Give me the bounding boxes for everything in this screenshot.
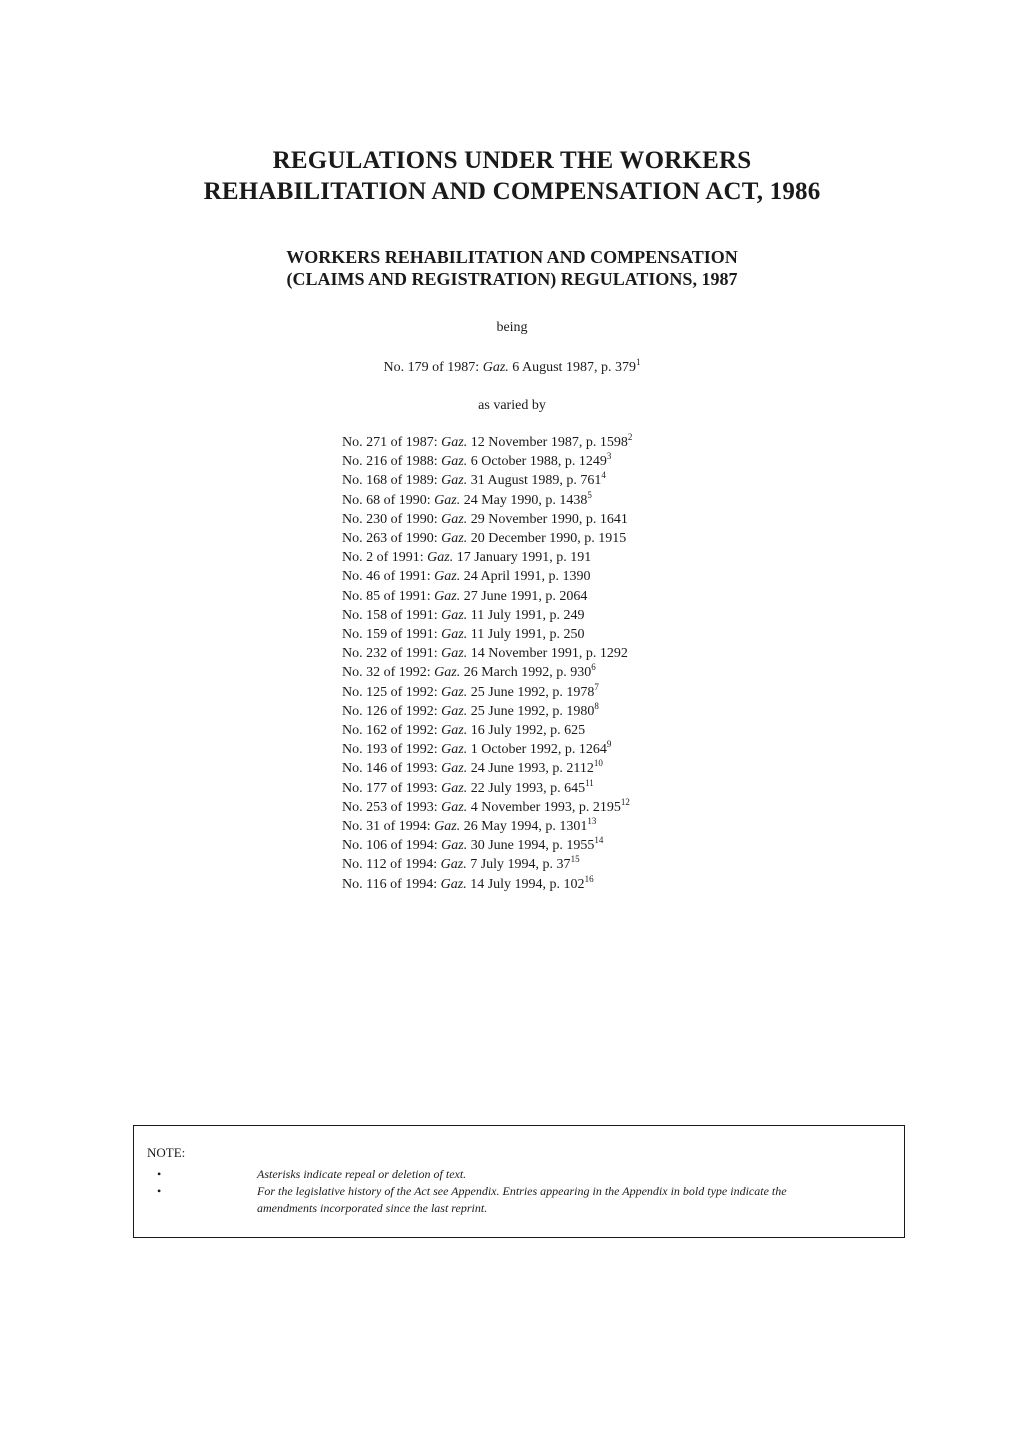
amendment-row: [342, 836, 632, 855]
amendment-gazette: Gaz.: [441, 684, 468, 700]
amendment-number: No. 85 of 1991:: [342, 588, 435, 604]
note-box: [133, 1125, 905, 1238]
amendment-footnote: 14: [594, 835, 604, 846]
amendment-gazette: Gaz.: [441, 780, 468, 796]
amendment-number: No. 159 of 1991:: [342, 627, 442, 643]
subtitle-line-2: (CLAIMS AND REGISTRATION) REGULATIONS, 1987: [286, 269, 738, 289]
amendment-number: No. 46 of 1991:: [342, 569, 435, 585]
amendment-number: No. 116 of 1994:: [342, 876, 441, 892]
amendment-footnote: 5: [587, 489, 592, 500]
amendment-list: [342, 433, 632, 894]
amendment-date-page: 14 July 1994, p. 102: [466, 876, 585, 892]
amendment-gazette: Gaz.: [441, 742, 468, 758]
amendment-row: [342, 567, 632, 586]
amendment-date-page: 31 August 1989, p. 761: [467, 473, 602, 489]
amendment-row: [342, 663, 632, 682]
amendment-footnote: 12: [620, 796, 630, 807]
amendment-row: [342, 644, 632, 663]
amendment-date-page: 12 November 1987, p. 1598: [467, 435, 628, 450]
amendment-row: [342, 606, 632, 625]
amendment-gazette: Gaz.: [441, 473, 468, 489]
regulations-subtitle: [0, 246, 1024, 290]
amendment-row: [342, 779, 632, 798]
being-label: being: [496, 320, 528, 335]
amendment-date-page: 11 July 1991, p. 250: [467, 627, 585, 643]
original-footnote: 1: [635, 357, 641, 367]
amendment-date-page: 7 July 1994, p. 37: [466, 857, 571, 873]
amendment-date-page: 29 November 1990, p. 1641: [467, 511, 628, 527]
amendment-date-page: 14 November 1991, p. 1292: [467, 646, 628, 662]
amendment-gazette: Gaz.: [441, 435, 468, 450]
amendment-footnote: 9: [606, 739, 612, 750]
original-date-page: 6 August 1987, p. 379: [508, 360, 636, 375]
amendment-date-page: 11 July 1991, p. 249: [467, 607, 585, 623]
amendment-gazette: Gaz.: [434, 665, 461, 681]
amendment-number: No. 162 of 1992:: [342, 723, 442, 739]
amendment-row: [342, 702, 632, 721]
amendment-number: No. 216 of 1988:: [342, 454, 442, 470]
amendment-number: No. 31 of 1994:: [342, 819, 435, 835]
amendment-number: No. 126 of 1992:: [342, 703, 442, 719]
title-line-2: REHABILITATION AND COMPENSATION ACT, 1986: [203, 178, 821, 205]
amendment-gazette: Gaz.: [441, 799, 468, 815]
amendment-number: No. 2 of 1991:: [342, 550, 428, 566]
amendment-date-page: 4 November 1993, p. 2195: [467, 799, 621, 815]
amendment-row: [342, 721, 632, 740]
amendment-number: No. 32 of 1992:: [342, 665, 435, 681]
amendment-row: [342, 587, 632, 606]
amendment-footnote: 3: [606, 451, 612, 462]
subtitle-line-1: WORKERS REHABILITATION AND COMPENSATION: [286, 247, 738, 267]
note-label: NOTE:: [147, 1145, 186, 1160]
amendment-row: [342, 529, 632, 548]
amendment-number: No. 125 of 1992:: [342, 684, 442, 700]
original-gazette: Gaz.: [482, 360, 509, 375]
amendment-number: No. 112 of 1994:: [342, 857, 441, 873]
amendment-row: [342, 452, 632, 471]
amendment-date-page: 20 December 1990, p. 1915: [467, 531, 627, 547]
amendment-number: No. 177 of 1993:: [342, 780, 442, 796]
amendment-row: [342, 625, 632, 644]
amendment-date-page: 24 June 1993, p. 2112: [467, 761, 594, 777]
amendment-footnote: 8: [594, 700, 599, 711]
amendment-footnote: 11: [585, 777, 594, 788]
amendment-number: No. 193 of 1992:: [342, 742, 442, 758]
amendment-date-page: 25 June 1992, p. 1980: [467, 703, 595, 719]
amendment-gazette: Gaz.: [441, 454, 468, 470]
original-number: No. 179 of 1987:: [383, 360, 483, 375]
amendment-gazette: Gaz.: [441, 761, 468, 777]
amendment-footnote: 15: [570, 854, 580, 865]
amendment-number: No. 68 of 1990:: [342, 492, 435, 508]
amendment-number: No. 263 of 1990:: [342, 531, 442, 547]
amendment-gazette: Gaz.: [441, 511, 468, 527]
amendment-date-page: 24 April 1991, p. 1390: [460, 569, 591, 585]
note-text: For the legislative history of the Act see Appendix. Entries appearing in the Appendix in bold type indicate the amendments incorporated since the last reprint.: [257, 1184, 787, 1215]
amendment-gazette: Gaz.: [441, 838, 468, 854]
amendment-footnote: 10: [593, 758, 603, 769]
amendment-row: [342, 548, 632, 567]
amendment-gazette: Gaz.: [441, 627, 468, 643]
amendment-gazette: Gaz.: [427, 550, 454, 566]
amendment-footnote: 6: [591, 662, 596, 673]
amendment-row: [342, 875, 632, 894]
amendment-date-page: 24 May 1990, p. 1438: [460, 492, 588, 508]
amendment-gazette: Gaz.: [440, 876, 467, 892]
amendment-footnote: 16: [584, 873, 594, 884]
amendment-gazette: Gaz.: [434, 588, 461, 604]
amendment-footnote: 13: [587, 816, 597, 827]
amendment-date-page: 17 January 1991, p. 191: [453, 550, 592, 566]
amendment-row: [342, 798, 632, 817]
amendment-number: No. 168 of 1989:: [342, 473, 442, 489]
amendment-gazette: Gaz.: [434, 569, 461, 585]
amendment-number: No. 158 of 1991:: [342, 607, 442, 623]
amendment-row: [342, 855, 632, 874]
amendment-row: [342, 740, 632, 759]
amendment-gazette: Gaz.: [434, 819, 461, 835]
amendment-date-page: 26 May 1994, p. 1301: [460, 819, 588, 835]
amendment-date-page: 22 July 1993, p. 645: [467, 780, 586, 796]
amendment-footnote: 4: [601, 470, 606, 481]
amendment-row: [342, 759, 632, 778]
amendment-number: No. 253 of 1993:: [342, 799, 442, 815]
title-line-1: REGULATIONS UNDER THE WORKERS: [272, 147, 752, 174]
amendment-date-page: 27 June 1991, p. 2064: [460, 588, 588, 604]
amendment-number: No. 271 of 1987:: [342, 435, 442, 450]
amendment-number: No. 230 of 1990:: [342, 511, 442, 527]
amendment-footnote: 7: [594, 681, 599, 692]
amendment-gazette: Gaz.: [441, 723, 468, 739]
amendment-gazette: Gaz.: [441, 531, 468, 547]
amendment-gazette: Gaz.: [440, 857, 467, 873]
amendment-row: [342, 817, 632, 836]
bullet-icon: •: [157, 1184, 162, 1198]
page-title: [0, 145, 1024, 207]
amendment-row: [342, 683, 632, 702]
amendment-row: [342, 491, 632, 510]
amendment-gazette: Gaz.: [441, 646, 468, 662]
amendment-gazette: Gaz.: [434, 492, 461, 508]
amendment-row: [342, 510, 632, 529]
amendment-footnote: 2: [627, 432, 633, 442]
amendment-date-page: 25 June 1992, p. 1978: [467, 684, 595, 700]
amendment-gazette: Gaz.: [441, 607, 468, 623]
amendment-date-page: 26 March 1992, p. 930: [460, 665, 592, 681]
bullet-icon: •: [157, 1167, 162, 1181]
amendment-gazette: Gaz.: [441, 703, 468, 719]
amendment-number: No. 232 of 1991:: [342, 646, 442, 662]
amendment-date-page: 1 October 1992, p. 1264: [467, 742, 607, 758]
original-citation: [0, 359, 1024, 377]
amendment-row: [342, 433, 632, 452]
amendment-number: No. 106 of 1994:: [342, 838, 442, 854]
amendment-number: No. 146 of 1993:: [342, 761, 442, 777]
amendment-date-page: 16 July 1992, p. 625: [467, 723, 586, 739]
amendment-date-page: 30 June 1994, p. 1955: [467, 838, 595, 854]
amendment-row: [342, 471, 632, 490]
note-text: Asterisks indicate repeal or deletion of text.: [257, 1167, 467, 1181]
varied-label: as varied by: [478, 398, 546, 413]
amendment-date-page: 6 October 1988, p. 1249: [467, 454, 607, 470]
